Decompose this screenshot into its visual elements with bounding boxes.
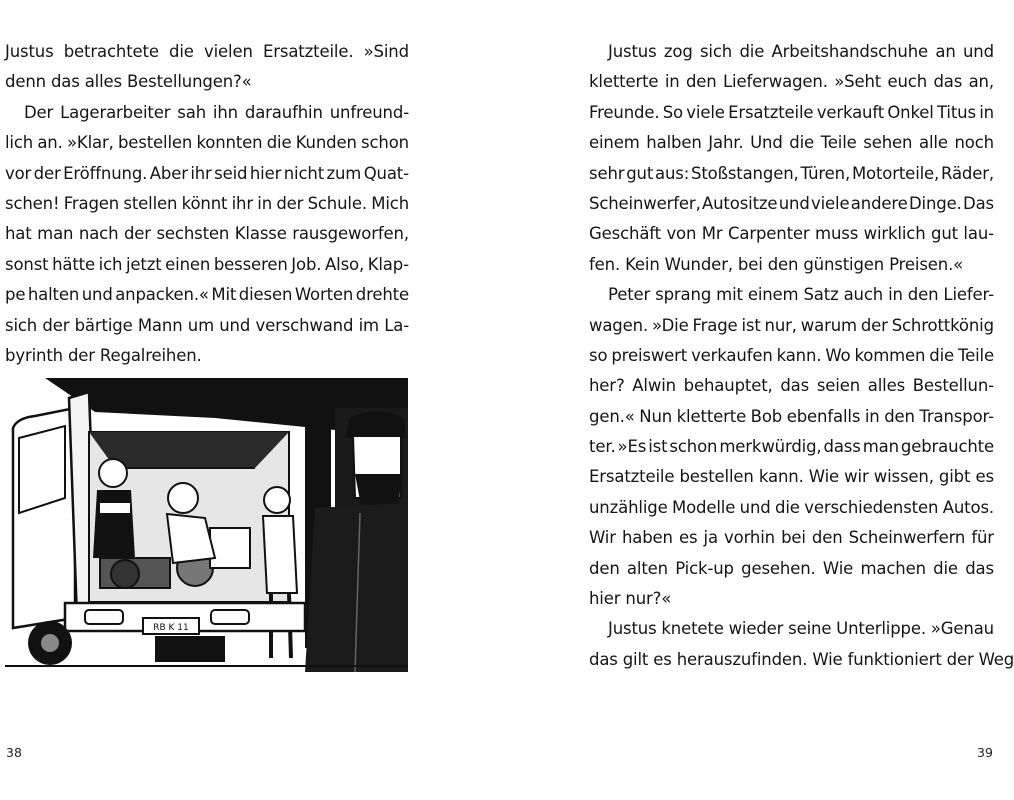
left-text-block bbox=[5, 37, 409, 371]
text-line: Geschäft von Mr Carpenter muss wirklich gut lau- bbox=[589, 224, 994, 244]
text-line: Justus betrachtete die vielen Ersatzteile. »Sind bbox=[5, 42, 409, 61]
text-line: vor der Eröffnung. Aber ihr seid hier nicht zum Quat- bbox=[5, 163, 409, 183]
text-line: hier nur?« bbox=[589, 589, 672, 609]
right-page bbox=[500, 0, 1014, 800]
text-line: denn das alles Bestellungen?« bbox=[5, 72, 252, 92]
paragraph bbox=[589, 37, 994, 280]
text-line: Peter sprang mit einem Satz auch in den Liefer- bbox=[608, 285, 994, 305]
text-line: schen! Fragen stellen könnt ihr in der Schule. Mich bbox=[5, 193, 409, 213]
van-illustration bbox=[5, 378, 408, 672]
page-number-left: 38 bbox=[6, 745, 22, 760]
text-line: sonst hätte ich jetzt einen besseren Job. Also, Klap- bbox=[5, 254, 409, 274]
text-line: Freunde. So viele Ersatzteile verkauft Onkel Titus in bbox=[589, 102, 994, 122]
text-line: hat man nach der sechsten Klasse rausgeworfen, bbox=[5, 224, 409, 244]
text-line: byrinth der Regalreihen. bbox=[5, 345, 202, 365]
text-line: her? Alwin behauptet, das seien alles Bestellun- bbox=[589, 376, 994, 396]
text-line: Wir haben es ja vorhin bei den Scheinwerfern für bbox=[589, 528, 994, 548]
text-line: den alten Pick-up gesehen. Wie machen die das bbox=[589, 558, 994, 578]
paragraph bbox=[5, 37, 409, 98]
text-line: Der Lagerarbeiter sah ihn daraufhin unfreund- bbox=[24, 102, 409, 122]
text-line: kletterte in den Lieferwagen. »Seht euch das an, bbox=[589, 72, 994, 92]
right-text-block bbox=[589, 37, 1014, 675]
text-line: Justus zog sich die Arbeitshandschuhe an und bbox=[608, 42, 994, 61]
text-line: wagen. »Die Frage ist nur, warum der Schrottkönig bbox=[589, 315, 994, 335]
text-line: fen. Kein Wunder, bei den günstigen Preisen.« bbox=[589, 254, 964, 274]
text-line: das gilt es herauszufinden. Wie funktioniert der Weg bbox=[589, 649, 1014, 669]
text-line: gen.« Nun kletterte Bob ebenfalls in den Transpor- bbox=[589, 406, 994, 426]
text-line: Ersatzteile bestellen kann. Wie wir wissen, gibt es bbox=[589, 467, 994, 487]
paragraph bbox=[589, 280, 994, 614]
left-page bbox=[0, 0, 500, 800]
text-line: Scheinwerfer, Autositze und viele andere Dinge. Das bbox=[589, 193, 994, 213]
text-line: sehr gut aus: Stoßstangen, Türen, Motorteile, Räder, bbox=[589, 163, 994, 183]
paragraph bbox=[5, 98, 409, 372]
page-number-right: 39 bbox=[977, 745, 993, 760]
text-line: lich an. »Klar, bestellen konnten die Kunden schon bbox=[5, 133, 409, 153]
text-line: ter. »Es ist schon merkwürdig, dass man gebrauchte bbox=[589, 437, 994, 457]
text-line: so preiswert verkaufen kann. Wo kommen die Teile bbox=[589, 345, 994, 365]
text-line: Justus knetete wieder seine Unterlippe. »Genau bbox=[608, 619, 994, 639]
text-line: pe halten und anpacken.« Mit diesen Worten drehte bbox=[5, 285, 409, 305]
text-line: sich der bärtige Mann um und verschwand im La- bbox=[5, 315, 409, 335]
license-plate-text: RB K 11 bbox=[153, 623, 189, 633]
text-line: einem halben Jahr. Und die Teile sehen alle noch bbox=[589, 133, 994, 153]
paragraph bbox=[589, 614, 1014, 675]
text-line: unzählige Modelle und die verschiedensten Autos. bbox=[589, 497, 994, 517]
